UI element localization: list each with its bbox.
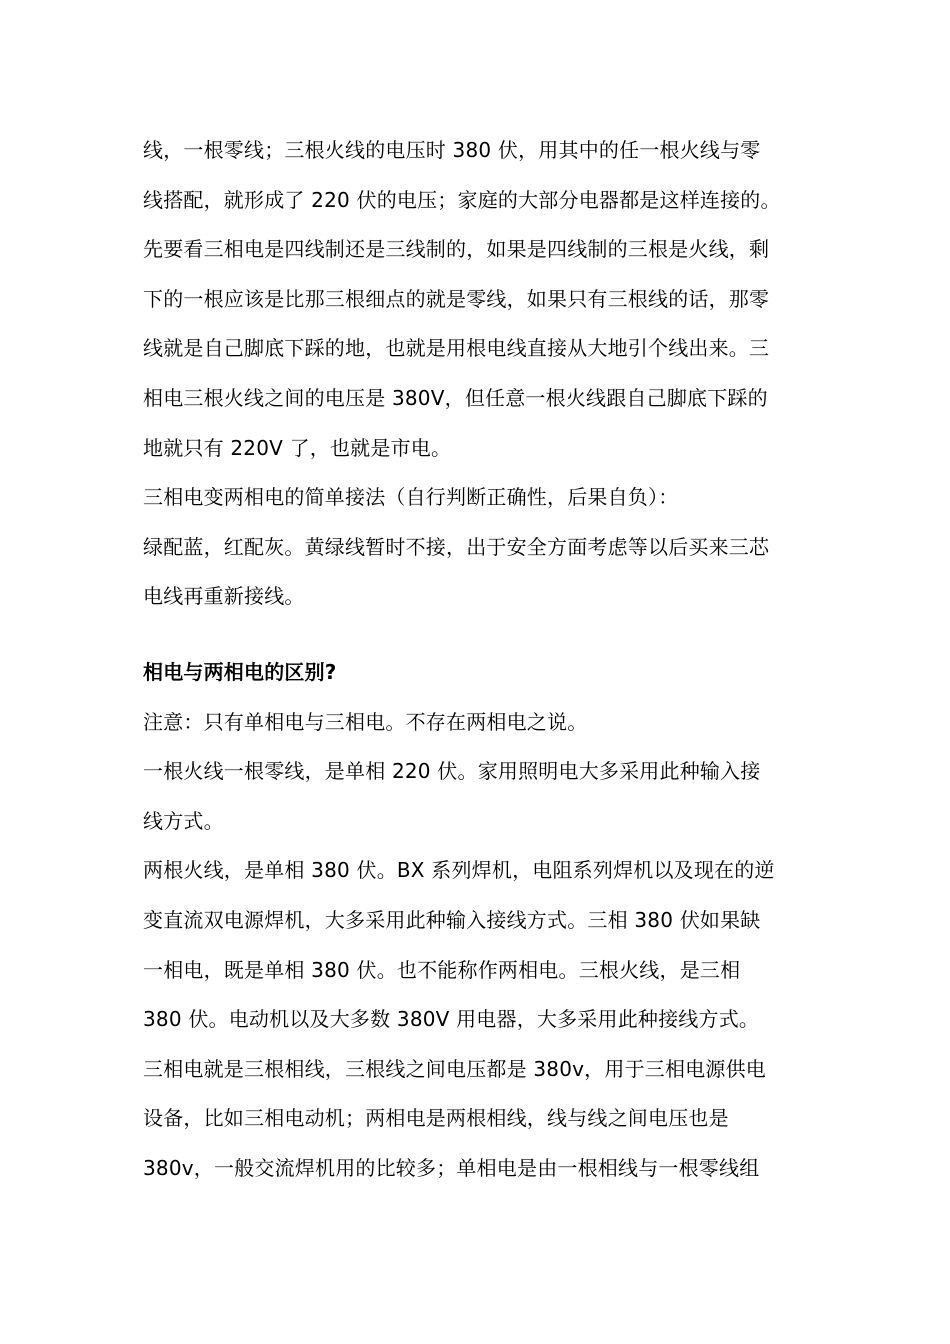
- text-line: 下的一根应该是比那三根细点的就是零线，如果只有三根线的话，那零: [143, 286, 770, 311]
- paragraph: [143, 1045, 808, 1194]
- text-line: 线搭配，就形成了 220 伏的电压；家庭的大部分电器都是这样连接的。: [143, 187, 781, 212]
- text-line: 电线再重新接线。: [143, 584, 305, 609]
- text-line: 线，一根零线；三根火线的电压时 380 伏，用其中的任一根火线与零: [143, 138, 761, 162]
- text-line: 一相电，既是单相 380 伏。也不能称作两相电。三根火线，是三相: [143, 957, 741, 982]
- text-line: 线方式。: [143, 808, 224, 833]
- paragraph: [143, 846, 808, 1044]
- paragraph: [143, 523, 808, 622]
- document-body: [143, 126, 808, 1193]
- text-line: 一根火线一根零线，是单相 220 伏。家用照明电大多采用此种输入接: [143, 759, 761, 784]
- text-line: 三相电就是三根相线，三根线之间电压都是 380v，用于三相电源供电: [143, 1056, 766, 1081]
- text-line: 地就只有 220V 了，也就是市电。: [143, 435, 452, 460]
- text-line: 380v，一般交流焊机用的比较多；单相电是由一根相线与一根零线组: [143, 1155, 760, 1180]
- paragraph: [143, 126, 808, 225]
- text-line: 绿配蓝，红配灰。黄绿线暂时不接，出于安全方面考虑等以后买来三芯: [143, 534, 770, 559]
- paragraph: [143, 747, 808, 846]
- text-line: 设备，比如三相电动机；两相电是两根相线，线与线之间电压也是: [143, 1106, 729, 1131]
- section-heading: 相电与两相电的区别?: [143, 659, 337, 684]
- paragraph: [143, 698, 808, 748]
- paragraph: [143, 473, 808, 523]
- text-line: 线就是自己脚底下踩的地，也就是用根电线直接从大地引个线出来。三: [143, 336, 770, 361]
- text-line: 先要看三相电是四线制还是三线制的，如果是四线制的三根是火线，剩: [143, 237, 770, 262]
- text-line: 380 伏。电动机以及大多数 380V 用电器，大多采用此种接线方式。: [143, 1007, 760, 1032]
- text-line: 变直流双电源焊机，大多采用此种输入接线方式。三相 380 伏如果缺: [143, 907, 761, 932]
- paragraph: [143, 225, 808, 473]
- text-line: 相电三根火线之间的电压是 380V，但任意一根火线跟自己脚底下踩的: [143, 385, 768, 410]
- text-line: 三相电变两相电的简单接法（自行判断正确性，后果自负）：: [143, 485, 679, 510]
- text-line: 两根火线，是单相 380 伏。BX 系列焊机，电阻系列焊机以及现在的逆: [143, 858, 775, 883]
- paragraph-gap: [143, 622, 808, 648]
- text-line: 注意：只有单相电与三相电。不存在两相电之说。: [143, 709, 588, 734]
